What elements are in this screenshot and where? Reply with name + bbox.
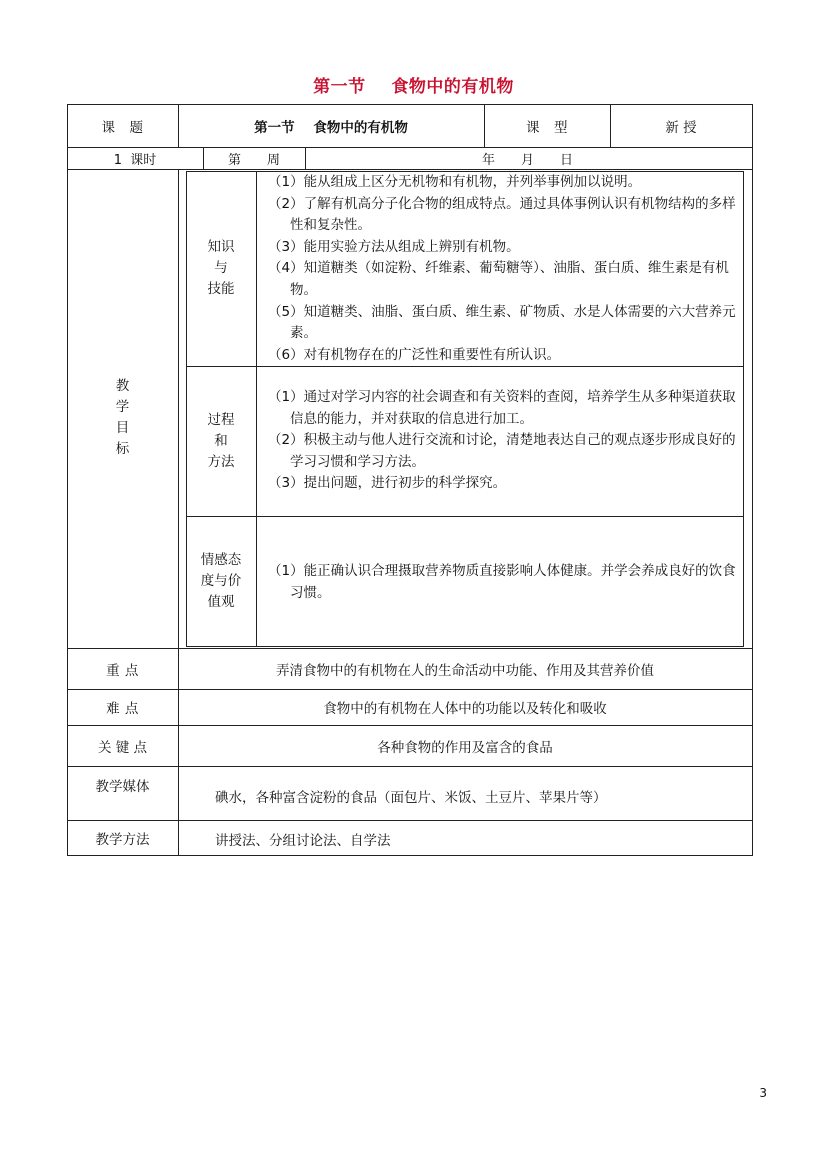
- emotion-label-line: 情感态: [200, 552, 242, 568]
- process-label-line: 方法: [207, 454, 235, 470]
- objective-item: （1）通过对学习内容的社会调查和有关资料的查阅，培养学生从多种渠道获取信息的能力，并对获取的信息进行加工。: [268, 389, 736, 427]
- difficulty-label: 难 点: [106, 701, 139, 717]
- objective-item: （3）能用实验方法从组成上辨别有机物。: [268, 238, 520, 255]
- media-label: 教学媒体: [95, 779, 150, 795]
- date-field: 年 月 日: [482, 152, 574, 168]
- week-field: 第 周: [227, 152, 280, 168]
- emotion-label: [186, 550, 256, 613]
- page-title: 第一节 食物中的有机物: [313, 77, 514, 97]
- objective-item: （3）提出问题，进行初步的科学探究。: [268, 475, 507, 492]
- process-label-line: 过程: [207, 412, 235, 428]
- method-value: 讲授法、分组讨论法、自学法: [215, 833, 391, 849]
- objective-item: （1）能正确认识合理摄取营养物质直接影响人体健康。并学会养成良好的饮食习惯。: [268, 563, 736, 601]
- goals-label-char: 标: [115, 441, 130, 457]
- objective-item: （2）积极主动与他人进行交流和讨论，清楚地表达自己的观点逐步形成良好的学习习惯和学习方法。: [268, 432, 736, 470]
- knowledge-objectives: [268, 172, 740, 366]
- goals-label-char: 目: [115, 420, 130, 436]
- process-label: [186, 410, 256, 473]
- process-objectives: [268, 387, 740, 495]
- objective-item: （4）知道糖类（如淀粉、纤维素、葡萄糖等）、油脂、蛋白质、维生素是有机物。: [268, 260, 729, 298]
- knowledge-label-line: 与: [214, 260, 228, 276]
- objective-item: （1）能从组成上区分无机物和有机物，并列举事例加以说明。: [268, 174, 642, 190]
- goals-label: [67, 376, 178, 460]
- subject-value: 第一节 食物中的有机物: [254, 119, 408, 136]
- knowledge-label-line: 技能: [207, 281, 235, 297]
- objective-item: （5）知道糖类、油脂、蛋白质、维生素、矿物质、水是人体需要的六大营养元素。: [268, 303, 736, 342]
- goals-label-char: 教: [115, 378, 130, 394]
- emotion-label-line: 值观: [207, 594, 235, 610]
- emotion-objectives: [268, 561, 740, 604]
- crux-value: 各种食物的作用及富含的食品: [377, 739, 553, 756]
- crux-label: 关 键 点: [97, 739, 148, 756]
- key-point-value: 弄清食物中的有机物在人的生命活动中功能、作用及其营养价值: [276, 662, 654, 679]
- type-value: 新 授: [665, 119, 697, 136]
- difficulty-value: 食物中的有机物在人体中的功能以及转化和吸收: [323, 701, 607, 717]
- process-label-line: 和: [214, 433, 228, 449]
- objective-item: （6）对有机物存在的广泛性和重要性有所认识。: [268, 346, 561, 363]
- key-point-label: 重 点: [106, 662, 139, 679]
- emotion-label-line: 度与价: [200, 573, 242, 589]
- method-label: 教学方法: [95, 831, 150, 848]
- type-label: 课 型: [526, 119, 568, 136]
- objective-item: （2）了解有机高分子化合物的组成特点。通过具体事例认识有机物结构的多样性和复杂性。: [268, 195, 736, 234]
- page-number: 3: [759, 1086, 767, 1100]
- media-value: 碘水，各种富含淀粉的食品（面包片、米饭、土豆片、苹果片等）: [215, 790, 607, 806]
- period-count: 1 课时: [113, 152, 157, 168]
- goals-label-char: 学: [115, 399, 130, 415]
- knowledge-label: [186, 237, 256, 300]
- knowledge-label-line: 知识: [207, 239, 235, 255]
- subject-label: 课 题: [101, 119, 144, 136]
